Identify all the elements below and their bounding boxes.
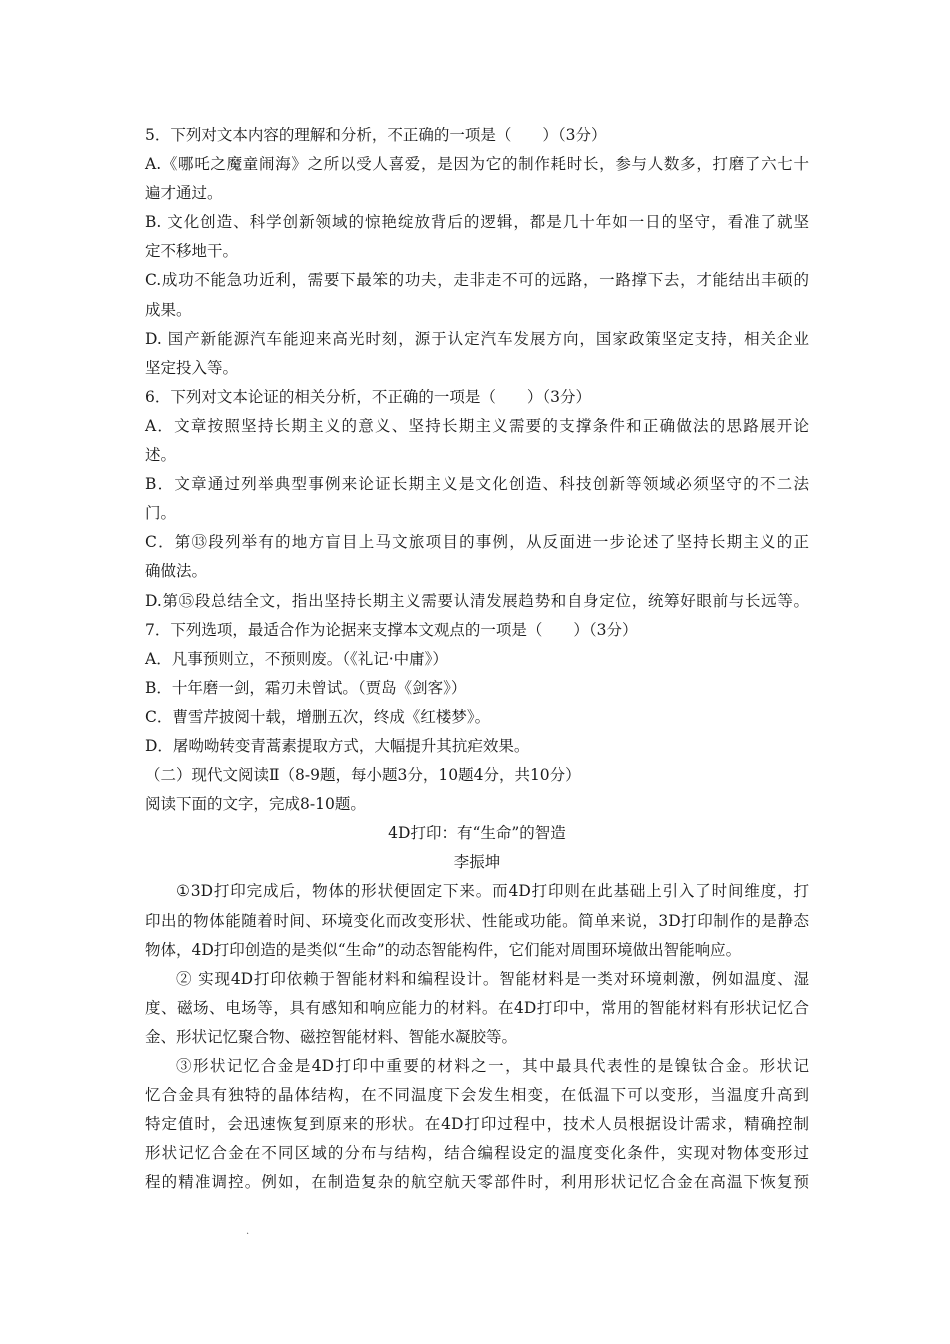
q6-option-b-line2: 门。 — [145, 504, 177, 523]
q6-option-c-line2: 确做法。 — [145, 562, 208, 581]
q6-option-a-line1: A．文章按照坚持长期主义的意义、坚持长期主义需要的支撑条件和正确做法的思路展开论 — [145, 416, 809, 435]
q6-option-b-line1: B．文章通过列举典型事例来论证长期主义是文化创造、科技创新等领域必须坚守的不二法 — [145, 475, 809, 494]
q5-option-d-line2: 坚定投入等。 — [145, 358, 239, 377]
paragraph-3-line4: 形状记忆合金在不同区域的分布与结构，结合编程设定的温度变化条件，实现对物体变形过 — [145, 1144, 809, 1163]
paragraph-1-line1: ①3D打印完成后，物体的形状便固定下来。而4D打印则在此基础上引入了时间维度，打 — [176, 882, 809, 901]
exam-page — [145, 121, 809, 1197]
paragraph-3-line1: ③形状记忆合金是4D打印中重要的材料之一，其中最具代表性的是镍钛合金。形状记 — [176, 1057, 809, 1075]
article-title: 4D打印：有“生命”的智造 — [388, 824, 566, 843]
q6-stem: 6．下列对文本论证的相关分析，不正确的一项是（ ）（3分） — [145, 387, 591, 406]
q7-option-c: C．曹雪芹披阅十载，增删五次，终成《红楼梦》。 — [145, 707, 491, 726]
q6-option-a-line2: 述。 — [145, 446, 177, 465]
footer-mark: . — [246, 1226, 250, 1237]
paragraph-2-line1: ② 实现4D打印依赖于智能材料和编程设计。智能材料是一类对环境刺激，例如温度、湿 — [176, 969, 809, 988]
q5-option-a-line1: A.《哪吒之魔童闹海》之所以受人喜爱，是因为它的制作耗时长，参与人数多，打磨了六七十 — [145, 155, 809, 174]
q5-option-a-line2: 遍才通过。 — [145, 184, 223, 203]
q7-stem: 7．下列选项，最适合作为论据来支撑本文观点的一项是（ ）（3分） — [145, 620, 638, 639]
paragraph-3-line3: 特定值时，会迅速恢复到原来的形状。在4D打印过程中，技术人员根据设计需求，精确控制 — [145, 1115, 809, 1134]
q7-option-b: B．十年磨一剑，霜刃未曾试。（贾岛《剑客》） — [145, 678, 467, 697]
q5-option-d-line1: D. 国产新能源汽车能迎来高光时刻，源于认定汽车发展方向，国家政策坚定支持，相关企业 — [145, 329, 809, 348]
q7-option-d: D．屠呦呦转变青蒿素提取方式，大幅提升其抗疟效果。 — [145, 736, 530, 755]
paragraph-1-line3: 物体，4D打印创造的是类似“生命”的动态智能构件，它们能对周围环境做出智能响应。 — [145, 940, 742, 959]
article-author: 李振坤 — [453, 853, 501, 872]
q6-option-c-line1: C．第⑬段列举有的地方盲目上马文旅项目的事例，从反面进一步论述了坚持长期主义的正 — [145, 533, 809, 552]
section-instruction: 阅读下面的文字，完成8-10题。 — [145, 795, 366, 814]
q5-option-c-line1: C.成功不能急功近利，需要下最笨的功夫，走非走不可的远路，一路撑下去，才能结出丰硕的 — [145, 271, 809, 290]
paragraph-2-line3: 金、形状记忆聚合物、磁控智能材料、智能水凝胶等。 — [145, 1027, 518, 1046]
q5-option-c-line2: 成果。 — [145, 300, 192, 319]
paragraph-2-line2: 度、磁场、电场等，具有感知和响应能力的材料。在4D打印中，常用的智能材料有形状记忆合 — [145, 998, 809, 1017]
q5-stem: 5．下列对文本内容的理解和分析，不正确的一项是（ ）（3分） — [145, 126, 607, 144]
q6-option-d: D.第⑮段总结全文，指出坚持长期主义需要认清发展趋势和自身定位，统筹好眼前与长远等。 — [145, 591, 809, 610]
section-heading: （二）现代文阅读Ⅱ（8-9题，每小题3分，10题4分，共10分） — [145, 766, 581, 785]
paragraph-3-line5: 程的精准调控。例如，在制造复杂的航空航天零部件时，利用形状记忆合金在高温下恢复预 — [145, 1173, 809, 1192]
q5-option-b-line2: 定不移地干。 — [145, 242, 239, 261]
q7-option-a: A．凡事预则立，不预则废。（《礼记·中庸》） — [145, 649, 448, 668]
q5-option-b-line1: B. 文化创造、科学创新领域的惊艳绽放背后的逻辑，都是几十年如一日的坚守，看准了就坚 — [145, 213, 809, 232]
paragraph-3-line2: 忆合金具有独特的晶体结构，在不同温度下会发生相变，在低温下可以变形，当温度升高到 — [145, 1086, 809, 1105]
paragraph-1-line2: 印出的物体能随着时间、环境变化而改变形状、性能或功能。简单来说，3D打印制作的是静态 — [145, 911, 809, 930]
